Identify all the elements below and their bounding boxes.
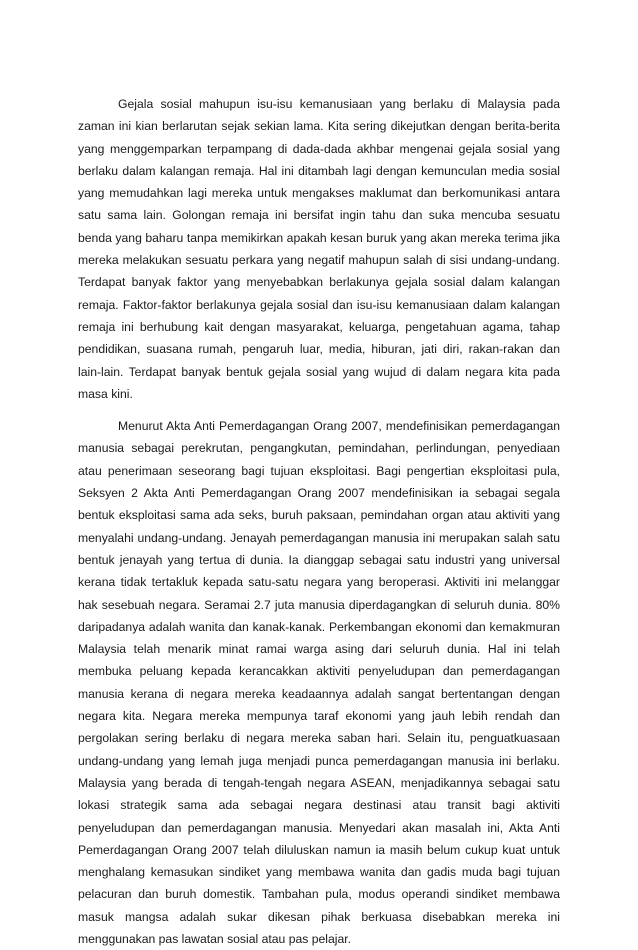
document-page [78, 93, 560, 950]
paragraph-social-issues: Gejala sosial mahupun isu-isu kemanusiaan yang berlaku di Malaysia pada zaman ini kian berlarutan sejak sekian lama. Kita sering dikejutkan dengan berita-berita yang menggemparkan terpampang di dada-dada akhbar mengenai gejala sosial yang berlaku dalam kalangan remaja. Hal ini ditambah lagi dengan kemunculan media sosial yang memudahkan lagi mereka untuk mengakses maklumat dan berkomunikasi antara satu sama lain. Golongan remaja ini bersifat ingin tahu dan suka mencuba sesuatu benda yang baharu tanpa memikirkan apakah kesan buruk yang akan mereka terima jika mereka melakukan sesuatu perkara yang negatif mahupun salah di sisi undang-undang. Terdapat banyak faktor yang menyebabkan berlakunya gejala sosial dalam kalangan remaja. Faktor-faktor berlakunya gejala sosial dan isu-isu kemanusiaan dalam kalangan remaja ini berhubung kait dengan masyarakat, keluarga, pengetahuan agama, tahap pendidikan, suasana rumah, pengaruh luar, media, hiburan, jati diri, rakan-rakan dan lain-lain. Terdapat banyak bentuk gejala sosial yang wujud di dalam negara kita pada masa kini. [78, 97, 560, 401]
paragraph-human-trafficking: Menurut Akta Anti Pemerdagangan Orang 2007, mendefinisikan pemerdagangan manusia sebagai perekrutan, pengangkutan, pemindahan, perlindungan, penyediaan atau penerimaan seseorang bagi tujuan eksploitasi. Bagi pengertian eksploitasi pula, Seksyen 2 Akta Anti Pemerdagangan Orang 2007 mendefinisikan ia sebagai segala bentuk eksploitasi sama ada seks, buruh paksaan, pemindahan organ atau aktiviti yang menyalahi undang-undang. Jenayah pemerdagangan manusia ini merupakan salah satu bentuk jenayah yang tertua di dunia. Ia dianggap sebagai satu industri yang universal kerana tidak tertakluk kepada satu-satu negara yang beroperasi. Aktiviti ini melanggar hak sesebuah negara. Seramai 2.7 juta manusia diperdagangkan di seluruh dunia. 80% daripadanya adalah wanita dan kanak-kanak. Perkembangan ekonomi dan kemakmuran Malaysia telah menarik minat ramai warga asing dari seluruh dunia. Hal ini telah membuka peluang kepada kerancakkan aktiviti penyeludupan dan pemerdagangan manusia kerana di negara mereka keadaannya adalah sangat bertentangan dengan negara kita. Negara mereka mempunya taraf ekonomi yang jauh lebih rendah dan pergolakan sering berlaku di negara mereka saban hari. Selain itu, penguatkuasaan undang-undang yang lemah juga menjadi punca pemerdagangan manusia ini berlaku. Malaysia yang berada di tengah-tengah negara ASEAN, menjadikannya sebagai satu lokasi strategik sama ada sebagai negara destinasi atau transit bagi aktiviti penyeludupan dan pemerdagangan manusia. Menyedari akan masalah ini, Akta Anti Pemerdagangan Orang 2007 telah diluluskan namun ia masih belum cukup kuat untuk menghalang kemasukan sindiket yang membawa wanita dan gadis muda bagi tujuan pelacuran dan buruh domestik. Tambahan pula, modus operandi sindiket membawa masuk mangsa adalah sukar dikesan pihak berkuasa disebabkan mereka ini menggunakan pas lawatan sosial atau pas pelajar. [78, 419, 560, 946]
